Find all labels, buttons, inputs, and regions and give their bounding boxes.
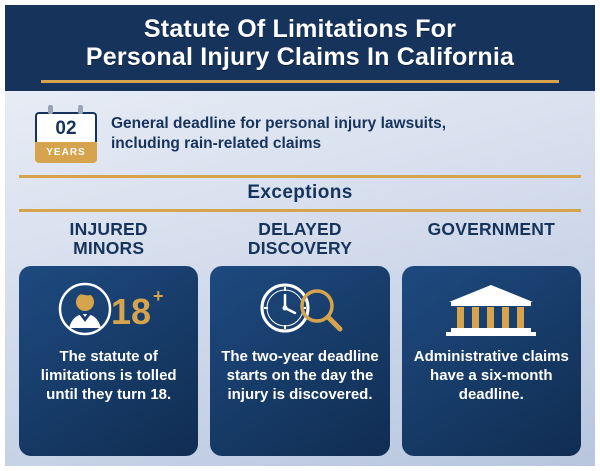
general-deadline-line1: General deadline for personal injury lawsuits, bbox=[111, 114, 447, 132]
calendar-icon bbox=[35, 105, 97, 163]
card-title bbox=[402, 220, 581, 260]
calendar-unit: YEARS bbox=[46, 146, 86, 158]
card-body bbox=[19, 266, 198, 456]
card-title-line1: DELAYED bbox=[258, 219, 342, 239]
general-deadline-line2: including rain-related claims bbox=[111, 135, 322, 152]
calendar-rings-icon bbox=[35, 105, 97, 112]
card-body bbox=[210, 266, 389, 456]
exception-cards bbox=[5, 212, 595, 456]
exception-card-delayed-discovery bbox=[210, 220, 389, 456]
exception-card-injured-minors bbox=[19, 220, 198, 456]
card-text: Administrative claims have a six-month deadline. bbox=[413, 348, 569, 403]
card-title bbox=[19, 220, 198, 260]
card-title-line1: GOVERNMENT bbox=[427, 219, 556, 239]
header bbox=[5, 5, 595, 91]
exceptions-band bbox=[19, 175, 581, 212]
svg-text:18: 18 bbox=[110, 291, 151, 332]
page-title-line2: Personal Injury Claims In California bbox=[85, 43, 515, 71]
general-deadline-row bbox=[5, 91, 595, 173]
card-text: The statute of limitations is tolled until they turn 18. bbox=[40, 348, 177, 403]
svg-text:+: + bbox=[152, 286, 164, 306]
header-divider bbox=[41, 80, 558, 83]
calendar-number-box bbox=[35, 112, 97, 142]
page-title-line1: Statute Of Limitations For bbox=[143, 15, 457, 43]
general-deadline-text bbox=[111, 114, 446, 154]
minor-age-18-icon bbox=[29, 278, 188, 340]
calendar-unit-box bbox=[35, 142, 97, 163]
card-title-line2: DISCOVERY bbox=[247, 237, 353, 258]
clock-magnifier-icon bbox=[220, 278, 379, 340]
card-title bbox=[210, 220, 389, 260]
card-title-line1: INJURED bbox=[69, 219, 148, 239]
exception-card-government bbox=[402, 220, 581, 456]
card-body bbox=[402, 266, 581, 456]
page-title bbox=[19, 15, 581, 71]
calendar-number: 02 bbox=[55, 117, 77, 139]
card-title-line2: MINORS bbox=[73, 237, 145, 258]
government-building-icon bbox=[412, 278, 571, 340]
exceptions-title: Exceptions bbox=[247, 182, 353, 203]
card-text: The two-year deadline starts on the day the injury is discovered. bbox=[221, 348, 379, 403]
